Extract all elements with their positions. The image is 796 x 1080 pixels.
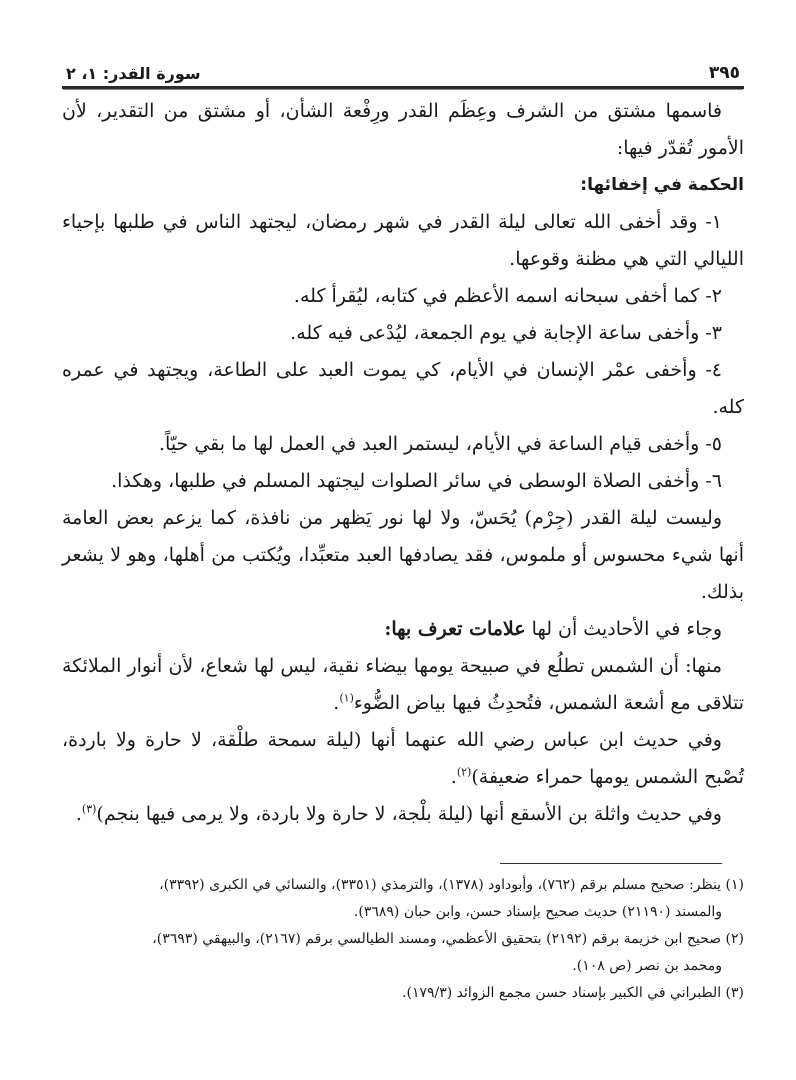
- surah-title: سورة القدر: ١، ٢: [66, 64, 201, 83]
- period: .: [450, 766, 457, 788]
- signs-intro: وجاء في الأحاديث أن لها: [525, 618, 722, 640]
- list-item: ٢- كما أخفى سبحانه اسمه الأعظم في كتابه، ليُقرأ كله.: [293, 285, 722, 307]
- period: .: [333, 692, 340, 714]
- book-page: [62, 56, 744, 1007]
- section-heading-wisdom: الحكمة في إخفائها:: [580, 175, 744, 195]
- footnote-1-continued: والمسند (٢١١٩٠) حديث صحيح بإسناد حسن، وابن حبان (٣٦٨٩).: [353, 904, 722, 920]
- footnote-ref-2[interactable]: (٢): [456, 765, 472, 779]
- footnote-separator: [500, 863, 722, 864]
- footnote-2: (٢) صحيح ابن خزيمة برقم (٢١٩٢) بتحقيق الأعظمي، ومسند الطيالسي برقم (٢١٦٧)، والبيهقي (٣٦٩٣)،: [152, 931, 744, 947]
- page-header: [62, 56, 744, 89]
- paragraph-wathila: [62, 796, 744, 833]
- footnote-3: (٣) الطبراني في الكبير بإسناد حسن مجمع الزوائد (١٧٩/٣).: [402, 985, 744, 1001]
- footnotes: [62, 872, 744, 1007]
- signs-emphasis: علامات تعرف بها:: [384, 618, 526, 640]
- ibn-abbas-text: وفي حديث ابن عباس رضي الله عنهما أنها (ليلة سمحة طلْقة، لا حارة ولا باردة، تُصْبح الشمس يومها حمراء ضعيفة): [62, 729, 744, 788]
- paragraph-sun: [62, 648, 744, 722]
- list-item: ٦- وأخفى الصلاة الوسطى في سائر الصلوات ليجتهد المسلم في طلبها، وهكذا.: [111, 470, 722, 492]
- footnote-1: (١) ينظر: صحيح مسلم برقم (٧٦٢)، وأبوداود (١٣٧٨)، والترمذي (٣٣٥١)، والنسائي في الكبرى (٣٣٩٢)،: [159, 877, 744, 893]
- sun-text: منها: أن الشمس تطلُع في صبيحة يومها بيضاء نقية، ليس لها شعاع، لأن أنوار الملائكة تتلاقى مع أشعة الشمس، فتُحدِثُ فيها بياض الضُّوء: [62, 655, 744, 714]
- list-item: ١- وقد أخفى الله تعالى ليلة القدر في شهر رمضان، ليجتهد الناس في طلبها بإحياء الليالي التي هي مظنة وقوعها.: [62, 211, 744, 270]
- paragraph-not-tangible: وليست ليلة القدر (جِرْم) يُحَسّ، ولا لها نور يَظهر من نافذة، كما يزعم بعض العامة أنها شيء محسوس أو ملموس، فقد يصادفها العبد متعبِّدا، ويُكتب من أهلها، وهو لا يشعر بذلك.: [62, 507, 744, 603]
- period: .: [75, 803, 82, 825]
- wathila-text: وفي حديث واثلة بن الأسقع أنها (ليلة بلْجة، لا حارة ولا باردة، ولا يرمى فيها بنجم): [96, 803, 722, 825]
- list-item: ٤- وأخفى عمْر الإنسان في الأيام، كي يموت العبد على الطاعة، ويجتهد في عمره كله.: [62, 359, 744, 418]
- paragraph-signs: [62, 611, 744, 648]
- page-number: ٣٩٥: [708, 63, 740, 83]
- footnote-ref-1[interactable]: (١): [339, 691, 354, 705]
- list-item: ٣- وأخفى ساعة الإجابة في يوم الجمعة، ليُدْعى فيه كله.: [290, 322, 722, 344]
- paragraph-ibn-abbas: [62, 722, 744, 796]
- paragraph-name-origin: فاسمها مشتق من الشرف وعِظَم القدر ورِفْعة الشأن، أو مشتق من التقدير، لأن الأمور تُقدّر فيها:: [62, 100, 744, 159]
- footnote-2-continued: ومحمد بن نصر (ص ١٠٨).: [572, 958, 722, 974]
- list-item: ٥- وأخفى قيام الساعة في الأيام، ليستمر العبد في العمل لها ما بقي حيّاً.: [159, 433, 722, 455]
- footnote-ref-3[interactable]: (٣): [81, 802, 97, 816]
- main-text: [62, 93, 744, 833]
